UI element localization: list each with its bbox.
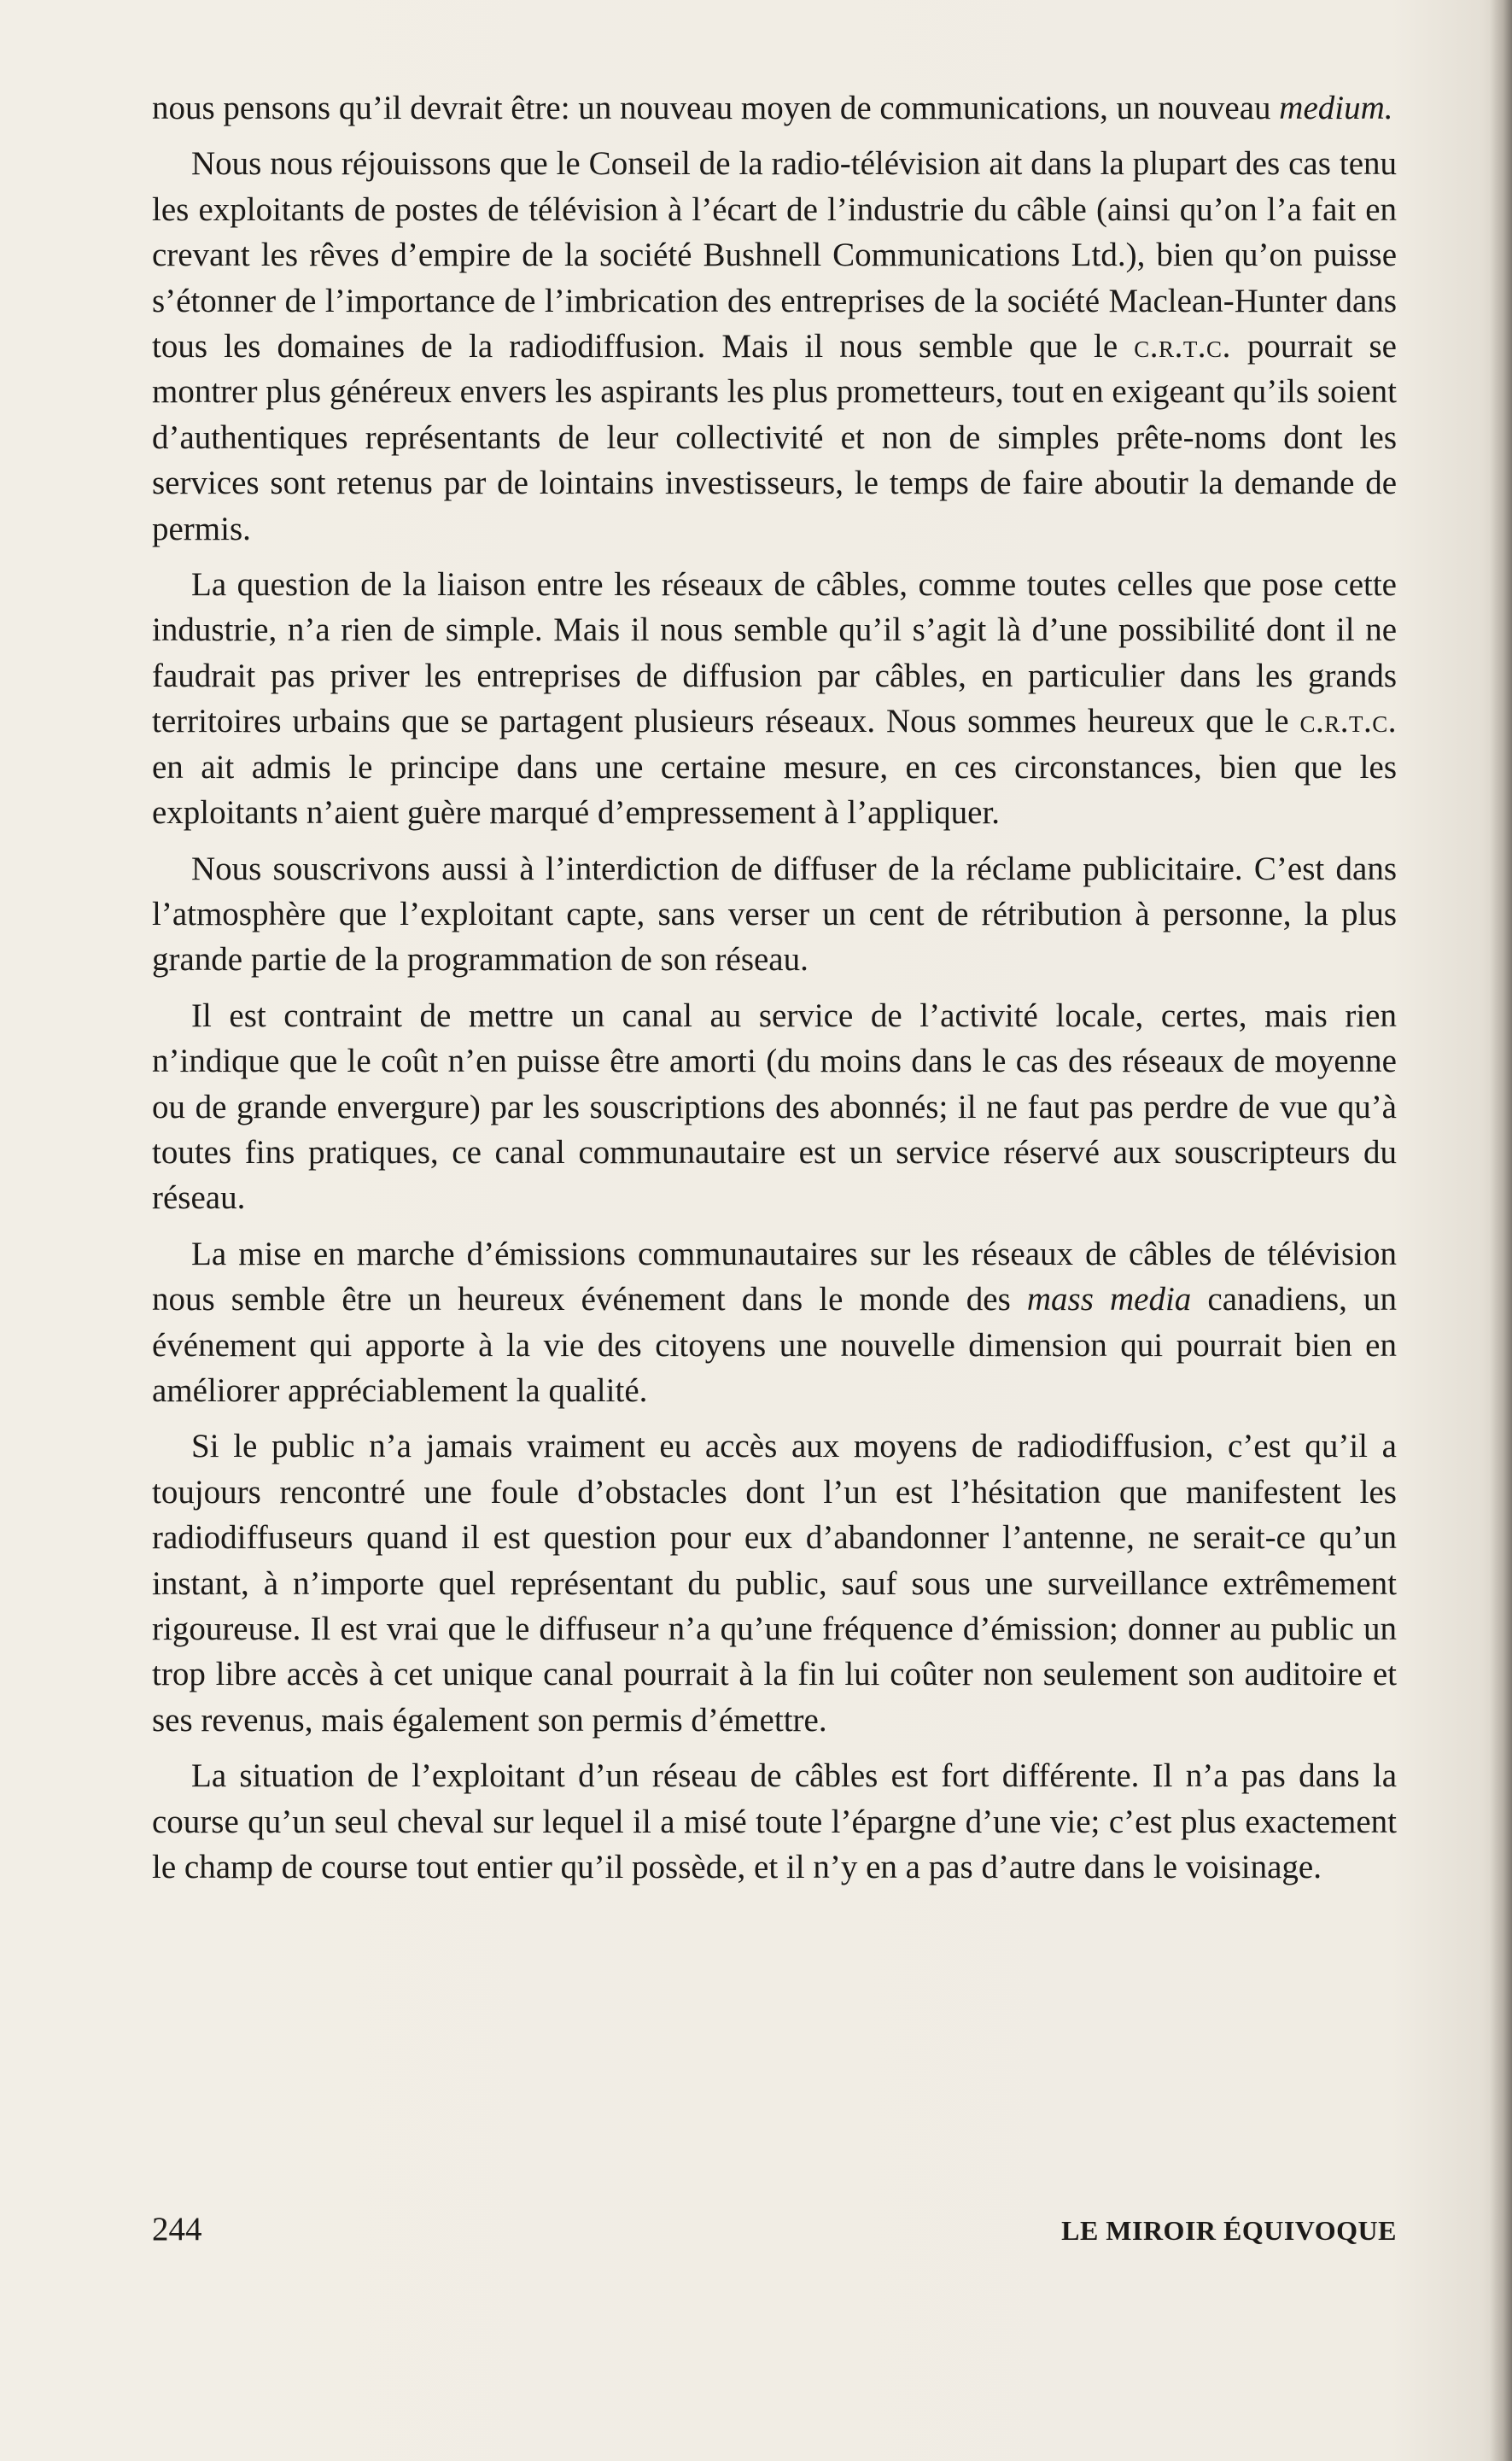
page-binding-shadow bbox=[1490, 0, 1512, 2461]
paragraph-3-crtc: c.r.t.c. bbox=[1299, 703, 1397, 740]
paragraph-6-italic: mass media bbox=[1026, 1281, 1192, 1318]
paragraph-2-part-a: Nous nous réjouissons que le Conseil de la radio-télévision ait dans la plupart des cas tenu les exploitants de postes de télévision à l’écart de l’industrie du câble (ainsi qu’on l’a fait en crevant les rêves d’empire de la société Bushnell Communications Ltd.), bien qu’on puisse s’étonner de l’importance de l’imbrication des entreprises de la société Maclean-Hunter dans tous les domaines de la radiodiffusion. Mais il nous semble que le bbox=[152, 145, 1397, 365]
paragraph-1-text: nous pensons qu’il devrait être: un nouveau moyen de communications, un nouveau bbox=[152, 90, 1280, 126]
running-title: LE MIROIR ÉQUIVOQUE bbox=[1061, 2215, 1397, 2246]
paragraph-6 bbox=[152, 1231, 1397, 1414]
body-text bbox=[152, 85, 1397, 1900]
paragraph-5: Il est contraint de mettre un canal au service de l’activité locale, certes, mais rien n’indique que le coût n’en puisse être amorti (du moins dans le cas des réseaux de moyenne ou de grande envergure) par les souscriptions des abonnés; il ne faut pas perdre de vue qu’à toutes fins pratiques, ce canal communautaire est un service réservé aux souscripteurs du réseau. bbox=[152, 997, 1397, 1217]
paragraph-7: Si le public n’a jamais vraiment eu accès aux moyens de radiodiffusion, c’est qu’il a toujours rencontré une foule d’obstacles dont l’un est l’hésitation que manifestent les radiodiffuseurs quand il est question pour eux d’abandonner l’antenne, ne serait-ce qu’un instant, à n’importe quel représentant du public, sauf sous une surveillance extrêmement rigoureuse. Il est vrai que le diffuseur n’a qu’une fréquence d’émission; donner au public un trop libre accès à cet unique canal pourrait à la fin lui coûter non seulement son auditoire et ses revenus, mais également son permis d’émettre. bbox=[152, 1428, 1397, 1739]
paragraph-1-italic: medium. bbox=[1279, 90, 1393, 126]
paragraph-3 bbox=[152, 562, 1397, 835]
paragraph-2-crtc: c.r.t.c. bbox=[1134, 328, 1231, 365]
page-number: 244 bbox=[152, 2211, 202, 2248]
paragraph-8: La situation de l’exploitant d’un réseau de câbles est fort différente. Il n’a pas dans la course qu’un seul cheval sur lequel il a misé toute l’épargne d’une vie; c’est plus exactement le champ de course tout entier qu’il possède, et il n’y en a pas d’autre dans le voisinage. bbox=[152, 1757, 1397, 1886]
paragraph-2 bbox=[152, 141, 1397, 552]
paragraph-2-part-b: pourrait se montrer plus généreux envers les aspirants les plus prometteurs, tout en exigeant qu’ils soient d’authentiques représentants de leur collectivité et non de simples prête-noms dont les services sont retenus par de lointains investisseurs, le temps de faire aboutir la demande de permis. bbox=[152, 328, 1397, 547]
page-footer bbox=[152, 2210, 1397, 2261]
paragraph-1 bbox=[152, 85, 1397, 131]
paragraph-3-part-a: La question de la liaison entre les réseaux de câbles, comme toutes celles que pose cette industrie, n’a rien de simple. Mais il nous semble qu’il s’agit là d’une possibilité dont il ne faudrait pas priver les entreprises de diffusion par câbles, en particulier dans les grands territoires urbains que se partagent plusieurs réseaux. Nous sommes heureux que le bbox=[152, 566, 1397, 740]
paragraph-4: Nous souscrivons aussi à l’interdiction de diffuser de la réclame publicitaire. C’est dans l’atmosphère que l’exploitant capte, sans verser un cent de rétribution à personne, la plus grande partie de la programmation de son réseau. bbox=[152, 850, 1397, 979]
paragraph-6-part-b: canadiens, un événement qui apporte à la vie des citoyens une nouvelle dimension qui pourrait bien en améliorer appréciablement la qualité. bbox=[152, 1281, 1397, 1409]
paragraph-3-part-b: en ait admis le principe dans une certaine mesure, en ces circonstances, bien que les exploitants n’aient guère marqué d’empressement à l’appliquer. bbox=[152, 748, 1397, 832]
paragraph-6-part-a: La mise en marche d’émissions communautaires sur les réseaux de câbles de télévision nous semble être un heureux événement dans le monde des bbox=[152, 1235, 1397, 1318]
